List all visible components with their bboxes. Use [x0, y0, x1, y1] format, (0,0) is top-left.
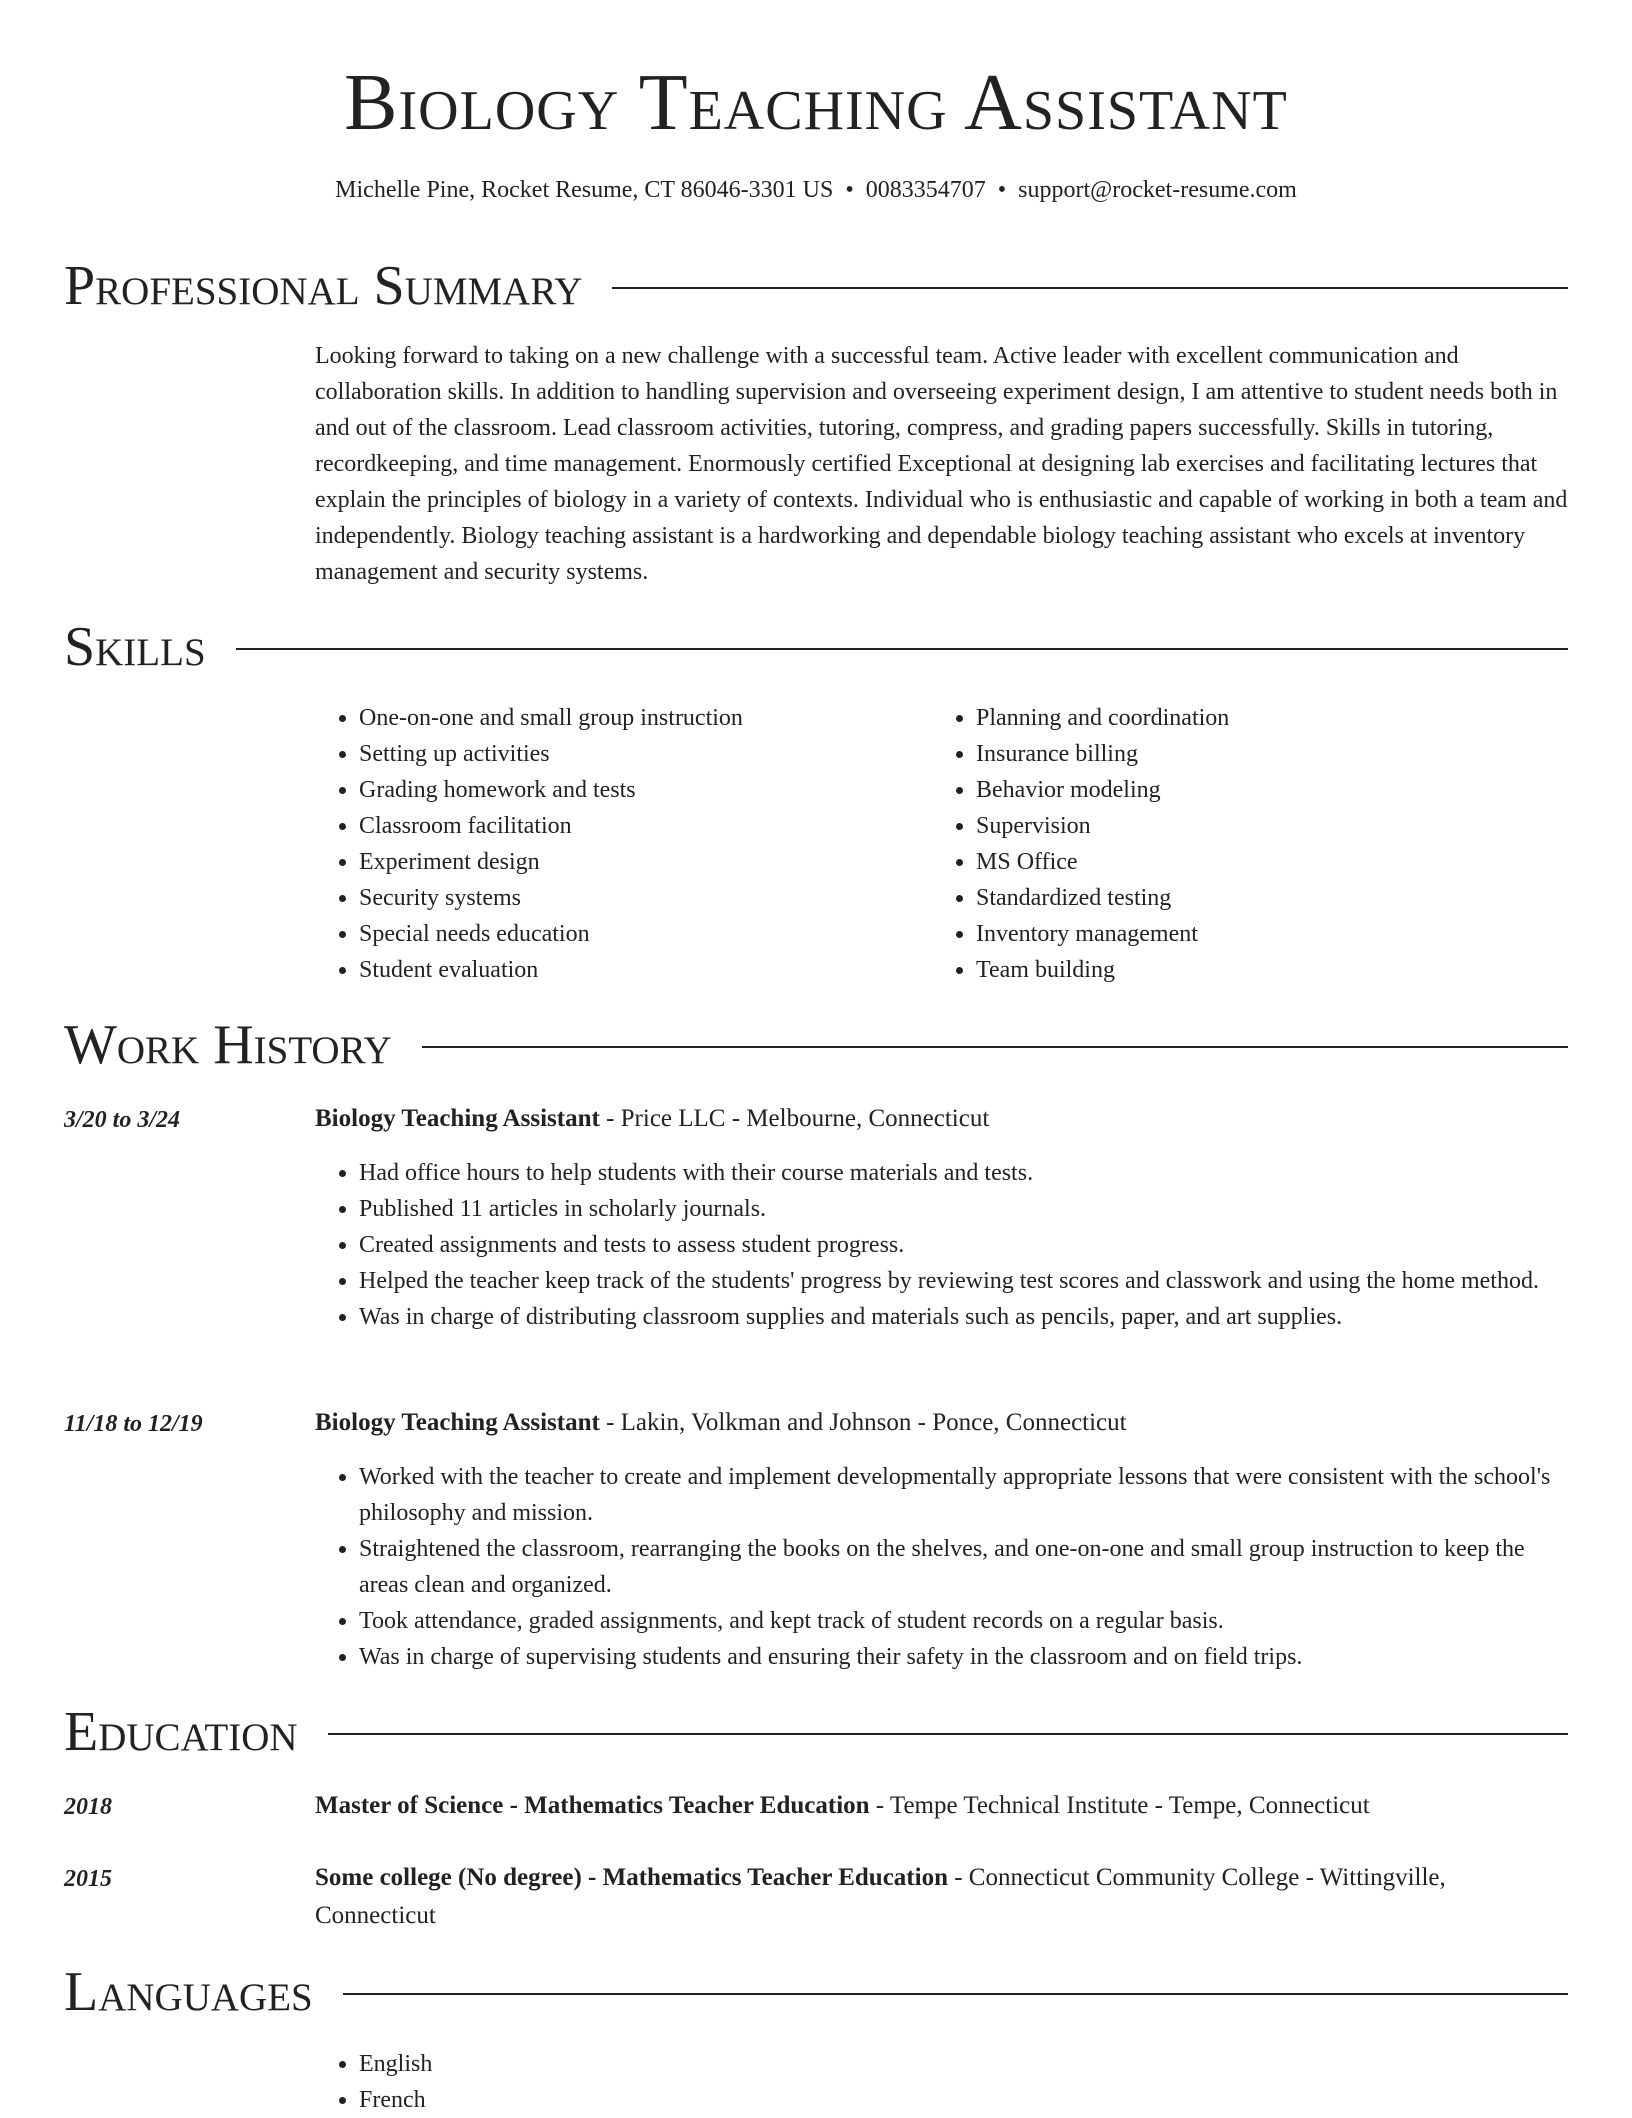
skill-item: • Setting up activities — [359, 736, 905, 772]
job-dates: 11/18 to 12/19 — [64, 1411, 203, 1437]
job-bullet: • Took attendance, graded assignments, and kept track of student records on a regular basis. — [359, 1603, 1570, 1639]
skills-list-left — [315, 700, 905, 988]
summary-section-header — [64, 254, 1568, 318]
education-entry — [315, 1859, 1570, 1935]
skill-item: • Special needs education — [359, 916, 905, 952]
languages-section-header — [64, 1960, 1568, 2024]
skills-column-right — [932, 700, 1522, 988]
skills-heading: Skills — [64, 616, 206, 678]
skills-list-right — [932, 700, 1522, 988]
resume-name: Biology Teaching Assistant — [344, 59, 1288, 147]
skill-item: • One-on-one and small group instruction — [359, 700, 905, 736]
job-bullet: • Worked with the teacher to create and implement developmentally appropriate lessons that were consistent with the school's philosophy and mission. — [359, 1459, 1570, 1531]
contact-address: Michelle Pine, Rocket Resume, CT 86046-3301 US — [335, 177, 834, 203]
job-bullet: • Was in charge of distributing classroom supplies and materials such as pencils, paper, and art supplies. — [359, 1299, 1570, 1335]
contact-line — [0, 172, 1632, 208]
skill-item: • Experiment design — [359, 844, 905, 880]
job-bullet: • Published 11 articles in scholarly journals. — [359, 1191, 1570, 1227]
job-title-line — [315, 1404, 1570, 1442]
skills-column-left — [315, 700, 905, 988]
work-heading: Work History — [64, 1014, 392, 1076]
job-bullet-list — [315, 1155, 1570, 1335]
skill-item: • Insurance billing — [976, 736, 1522, 772]
work-section-header — [64, 1013, 1568, 1077]
summary-heading: Professional Summary — [64, 255, 583, 317]
section-divider — [236, 648, 1568, 650]
languages-list — [315, 2046, 1570, 2118]
contact-separator: • — [845, 177, 854, 203]
section-divider — [612, 287, 1568, 289]
skills-section-header — [64, 615, 1568, 679]
skill-item: • Inventory management — [976, 916, 1522, 952]
contact-phone: 0083354707 — [865, 177, 986, 203]
education-section-header — [64, 1700, 1568, 1764]
summary-text: Looking forward to taking on a new challenge with a successful team. Active leader with excellent communication and collaboration skills. In addition to handling supervision and overseeing experiment design, I am attentive to student needs both in and out of the classroom. Lead classroom activities, tutoring, compress, and grading papers successfully. Skills in tutoring, recordkeeping, and time management. Enormously certified Exceptional at designing lab exercises and facilitating lectures that explain the principles of biology in a variety of contexts. Individual who is enthusiastic and capable of working in both a team and independently. Biology teaching assistant is a hardworking and dependable biology teaching assistant who excels at inventory management and security systems. — [315, 343, 1568, 585]
contact-email[interactable]: support@rocket-resume.com — [1018, 177, 1297, 203]
education-entry — [315, 1787, 1570, 1825]
job-bullet: • Created assignments and tests to assess student progress. — [359, 1227, 1570, 1263]
job-bullet: • Straightened the classroom, rearranging the books on the shelves, and one-on-one and small group instruction to keep the areas clean and organized. — [359, 1531, 1570, 1603]
skill-item: • Planning and coordination — [976, 700, 1522, 736]
languages-list-wrap — [315, 2046, 1570, 2118]
section-divider — [328, 1733, 1568, 1735]
skill-item: • MS Office — [976, 844, 1522, 880]
job-bullet-list — [315, 1459, 1570, 1675]
skill-item: • Behavior modeling — [976, 772, 1522, 808]
languages-heading: Languages — [64, 1961, 313, 2023]
contact-separator: • — [997, 177, 1007, 203]
job-bullet: • Was in charge of supervising students and ensuring their safety in the classroom and on field trips. — [359, 1639, 1570, 1675]
skill-item: • Classroom facilitation — [359, 808, 905, 844]
job-bullet: • Had office hours to help students with their course materials and tests. — [359, 1155, 1570, 1191]
education-degree: Master of Science - Mathematics Teacher Education — [315, 1792, 870, 1819]
language-item: • French — [359, 2082, 1570, 2118]
job-title-line — [315, 1100, 1570, 1138]
job-role: Biology Teaching Assistant — [315, 1409, 600, 1436]
skill-item: • Grading homework and tests — [359, 772, 905, 808]
skill-item: • Standardized testing — [976, 880, 1522, 916]
section-divider — [343, 1993, 1568, 1995]
job-details: - Lakin, Volkman and Johnson - Ponce, Connecticut — [599, 1409, 1127, 1436]
job-dates: 3/20 to 3/24 — [64, 1107, 181, 1133]
skill-item: • Team building — [976, 952, 1522, 988]
job-role: Biology Teaching Assistant — [315, 1105, 600, 1132]
skill-item: • Supervision — [976, 808, 1522, 844]
education-heading: Education — [64, 1701, 298, 1763]
job-details: - Price LLC - Melbourne, Connecticut — [599, 1105, 990, 1132]
education-degree: Some college (No degree) - Mathematics Teacher Education — [315, 1864, 948, 1891]
education-details: - Connecticut Community College - Wittingville, Connecticut — [315, 1864, 1446, 1929]
section-divider — [422, 1046, 1568, 1048]
skill-item: • Student evaluation — [359, 952, 905, 988]
job-bullets — [315, 1459, 1570, 1675]
education-details: - Tempe Technical Institute - Tempe, Connecticut — [869, 1792, 1370, 1819]
job-bullet: • Helped the teacher keep track of the students' progress by reviewing test scores and classwork and using the home method. — [359, 1263, 1570, 1299]
education-year: 2018 — [64, 1794, 112, 1820]
skill-item: • Security systems — [359, 880, 905, 916]
job-bullets — [315, 1155, 1570, 1335]
language-item: • English — [359, 2046, 1570, 2082]
education-year: 2015 — [64, 1866, 112, 1892]
